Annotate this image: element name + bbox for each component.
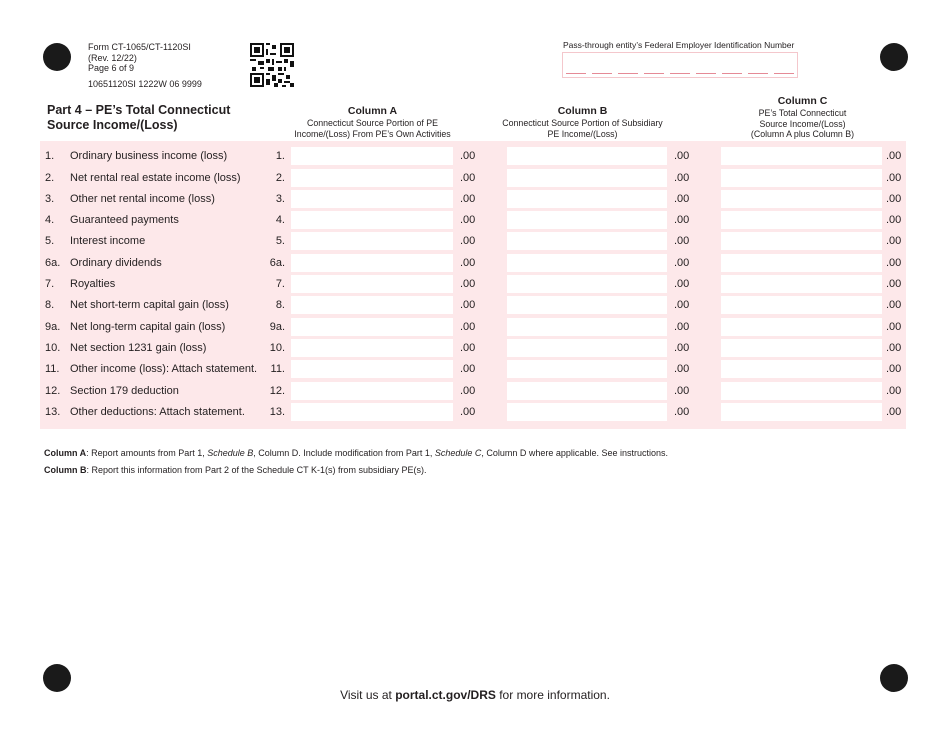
line-reference: 7. xyxy=(275,278,285,290)
column-b-amount-input[interactable] xyxy=(507,211,667,229)
column-b-desc-line1: Connecticut Source Portion of Subsidiary xyxy=(502,118,663,128)
table-row xyxy=(0,253,950,274)
column-b-amount-input[interactable] xyxy=(507,318,667,336)
line-number: 12. xyxy=(45,385,61,397)
column-b-amount-input[interactable] xyxy=(507,147,667,165)
line-number: 1. xyxy=(45,150,55,162)
column-a-amount-input[interactable] xyxy=(291,296,453,314)
column-c-cents: .00 xyxy=(886,278,902,290)
column-a-note-text3: , Column D where applicable. See instructions. xyxy=(481,448,668,458)
table-row xyxy=(0,168,950,189)
column-b-note xyxy=(44,465,426,475)
column-b-amount-input[interactable] xyxy=(507,190,667,208)
column-a-cents: .00 xyxy=(460,342,476,354)
column-c-cents: .00 xyxy=(886,321,902,333)
registration-mark-top-right xyxy=(880,43,908,71)
column-a-note-schedule-b: Schedule B xyxy=(207,448,254,458)
form-code: 10651120SI 1222W 06 9999 xyxy=(88,79,202,89)
form-identification xyxy=(88,42,191,74)
column-b-cents: .00 xyxy=(674,278,690,290)
column-a-cents: .00 xyxy=(460,172,476,184)
line-description: Section 179 deduction xyxy=(70,385,179,397)
column-b-header xyxy=(485,105,680,139)
table-row xyxy=(0,295,950,316)
footer-suffix: for more information. xyxy=(495,688,610,702)
column-a-note xyxy=(44,448,668,458)
line-description: Royalties xyxy=(70,278,116,290)
line-number: 3. xyxy=(45,193,55,205)
column-b-amount-input[interactable] xyxy=(507,275,667,293)
line-description: Guaranteed payments xyxy=(70,214,179,226)
column-c-cents: .00 xyxy=(886,406,902,418)
fein-label: Pass-through entity’s Federal Employer Identification Number xyxy=(563,40,795,50)
column-c-cents: .00 xyxy=(886,363,902,375)
line-description: Other net rental income (loss) xyxy=(70,193,215,205)
line-number: 6a. xyxy=(45,257,61,269)
line-reference: 12. xyxy=(269,385,285,397)
column-a-amount-input[interactable] xyxy=(291,147,453,165)
column-a-amount-input[interactable] xyxy=(291,360,453,378)
column-a-note-schedule-c: Schedule C xyxy=(434,448,482,458)
line-description: Net long-term capital gain (loss) xyxy=(70,321,226,333)
column-c-amount-input[interactable] xyxy=(721,403,882,421)
column-c-amount-input[interactable] xyxy=(721,147,882,165)
column-c-amount-input[interactable] xyxy=(721,360,882,378)
line-description: Ordinary dividends xyxy=(70,257,162,269)
column-c-desc-line3: (Column A plus Column B) xyxy=(750,129,855,139)
column-c-cents: .00 xyxy=(886,150,902,162)
column-c-cents: .00 xyxy=(886,257,902,269)
column-b-cents: .00 xyxy=(674,193,690,205)
table-row xyxy=(0,338,950,359)
line-description: Net section 1231 gain (loss) xyxy=(70,342,207,354)
column-c-title: Column C xyxy=(777,95,828,107)
line-description: Net short-term capital gain (loss) xyxy=(70,299,229,311)
qr-code-icon xyxy=(250,43,294,87)
column-a-amount-input[interactable] xyxy=(291,211,453,229)
column-b-desc-line2: PE Income/(Loss) xyxy=(547,128,618,139)
line-number: 9a. xyxy=(45,321,61,333)
column-c-amount-input[interactable] xyxy=(721,275,882,293)
line-reference: 13. xyxy=(269,406,285,418)
column-c-amount-input[interactable] xyxy=(721,169,882,187)
column-b-cents: .00 xyxy=(674,172,690,184)
column-c-cents: .00 xyxy=(886,299,902,311)
line-reference: 10. xyxy=(269,342,285,354)
line-number: 4. xyxy=(45,214,55,226)
column-c-header xyxy=(705,95,900,140)
column-c-desc-line2: Source Income/(Loss) xyxy=(759,118,846,129)
column-a-desc-line1: Connecticut Source Portion of PE xyxy=(306,118,439,128)
column-a-cents: .00 xyxy=(460,235,476,247)
part-title-line2: Source Income/(Loss) xyxy=(47,118,178,132)
column-b-amount-input[interactable] xyxy=(507,232,667,250)
line-reference: 9a. xyxy=(269,321,285,333)
line-description: Interest income xyxy=(70,235,146,247)
column-b-amount-input[interactable] xyxy=(507,169,667,187)
column-b-amount-input[interactable] xyxy=(507,296,667,314)
line-number: 8. xyxy=(45,299,55,311)
line-number: 10. xyxy=(45,342,61,354)
line-number: 7. xyxy=(45,278,55,290)
form-revision: (Rev. 12/22) xyxy=(88,52,137,63)
column-c-desc-line1: PE’s Total Connecticut xyxy=(758,108,847,118)
column-b-title: Column B xyxy=(557,105,608,117)
line-reference: 8. xyxy=(275,299,285,311)
fein-input[interactable] xyxy=(562,52,798,78)
column-b-cents: .00 xyxy=(674,406,690,418)
column-b-cents: .00 xyxy=(674,214,690,226)
column-b-note-text: : Report this information from Part 2 of the Schedule CT K-1(s) from subsidiary PE(s). xyxy=(86,465,427,475)
table-row xyxy=(0,189,950,210)
table-row xyxy=(0,146,950,167)
column-c-cents: .00 xyxy=(886,193,902,205)
column-a-cents: .00 xyxy=(460,321,476,333)
column-a-cents: .00 xyxy=(460,299,476,311)
column-c-amount-input[interactable] xyxy=(721,296,882,314)
table-row xyxy=(0,359,950,380)
column-c-amount-input[interactable] xyxy=(721,339,882,357)
drs-portal-link[interactable]: portal.ct.gov/DRS xyxy=(395,688,496,702)
column-b-amount-input[interactable] xyxy=(507,360,667,378)
column-a-header xyxy=(275,105,470,139)
form-number: Form CT-1065/CT-1120SI xyxy=(88,42,191,52)
column-b-cents: .00 xyxy=(674,299,690,311)
column-a-amount-input[interactable] xyxy=(291,254,453,272)
column-a-amount-input[interactable] xyxy=(291,275,453,293)
line-number: 13. xyxy=(45,406,61,418)
column-a-cents: .00 xyxy=(460,257,476,269)
column-a-amount-input[interactable] xyxy=(291,403,453,421)
column-c-cents: .00 xyxy=(886,172,902,184)
line-description: Net rental real estate income (loss) xyxy=(70,172,241,184)
column-b-cents: .00 xyxy=(674,235,690,247)
footer-prefix: Visit us at xyxy=(340,688,396,702)
column-b-cents: .00 xyxy=(674,321,690,333)
column-a-amount-input[interactable] xyxy=(291,318,453,336)
column-b-cents: .00 xyxy=(674,385,690,397)
column-a-amount-input[interactable] xyxy=(291,169,453,187)
column-b-amount-input[interactable] xyxy=(507,254,667,272)
line-description: Other deductions: Attach statement. xyxy=(70,406,245,418)
table-row xyxy=(0,402,950,423)
line-reference: 1. xyxy=(275,150,285,162)
line-number: 11. xyxy=(45,363,60,375)
column-a-note-text2: , Column D. Include modification from Part 1, xyxy=(253,448,435,458)
column-b-cents: .00 xyxy=(674,342,690,354)
column-a-amount-input[interactable] xyxy=(291,382,453,400)
table-row xyxy=(0,231,950,252)
column-a-desc-line2: Income/(Loss) From PE’s Own Activities xyxy=(294,128,451,139)
column-b-amount-input[interactable] xyxy=(507,403,667,421)
column-a-note-label: Column A xyxy=(44,448,87,458)
page-number: Page 6 of 9 xyxy=(88,63,135,73)
footer xyxy=(0,688,950,702)
registration-mark-top-left xyxy=(43,43,71,71)
line-reference: 2. xyxy=(275,172,285,184)
column-c-cents: .00 xyxy=(886,235,902,247)
column-b-amount-input[interactable] xyxy=(507,339,667,357)
column-b-amount-input[interactable] xyxy=(507,382,667,400)
table-row xyxy=(0,210,950,231)
line-reference: 6a. xyxy=(269,257,285,269)
column-c-cents: .00 xyxy=(886,385,902,397)
column-c-cents: .00 xyxy=(886,214,902,226)
column-a-cents: .00 xyxy=(460,363,476,375)
column-a-note-text1: : Report amounts from Part 1, xyxy=(86,448,208,458)
column-b-cents: .00 xyxy=(674,257,690,269)
line-description: Ordinary business income (loss) xyxy=(70,150,228,162)
table-row xyxy=(0,317,950,338)
column-a-cents: .00 xyxy=(460,193,476,205)
column-a-cents: .00 xyxy=(460,406,476,418)
column-c-amount-input[interactable] xyxy=(721,382,882,400)
column-c-amount-input[interactable] xyxy=(721,254,882,272)
column-a-amount-input[interactable] xyxy=(291,339,453,357)
part-title xyxy=(47,103,230,133)
line-number: 2. xyxy=(45,172,55,184)
column-b-note-label: Column B xyxy=(44,465,87,475)
column-a-cents: .00 xyxy=(460,278,476,290)
line-reference: 4. xyxy=(275,214,285,226)
column-a-amount-input[interactable] xyxy=(291,232,453,250)
column-a-title: Column A xyxy=(347,105,398,117)
line-reference: 11. xyxy=(270,363,285,375)
line-number: 5. xyxy=(45,235,55,247)
column-b-cents: .00 xyxy=(674,363,690,375)
line-reference: 3. xyxy=(275,193,285,205)
part-title-line1: Part 4 – PE’s Total Connecticut xyxy=(47,103,231,117)
column-c-cents: .00 xyxy=(886,342,902,354)
column-a-cents: .00 xyxy=(460,214,476,226)
line-description: Other income (loss): Attach statement. xyxy=(70,363,258,375)
column-c-amount-input[interactable] xyxy=(721,211,882,229)
column-b-cents: .00 xyxy=(674,150,690,162)
table-row xyxy=(0,274,950,295)
line-reference: 5. xyxy=(275,235,285,247)
table-row xyxy=(0,381,950,402)
column-c-amount-input[interactable] xyxy=(721,190,882,208)
column-a-cents: .00 xyxy=(460,385,476,397)
column-a-amount-input[interactable] xyxy=(291,190,453,208)
column-a-cents: .00 xyxy=(460,150,476,162)
column-c-amount-input[interactable] xyxy=(721,232,882,250)
column-c-amount-input[interactable] xyxy=(721,318,882,336)
